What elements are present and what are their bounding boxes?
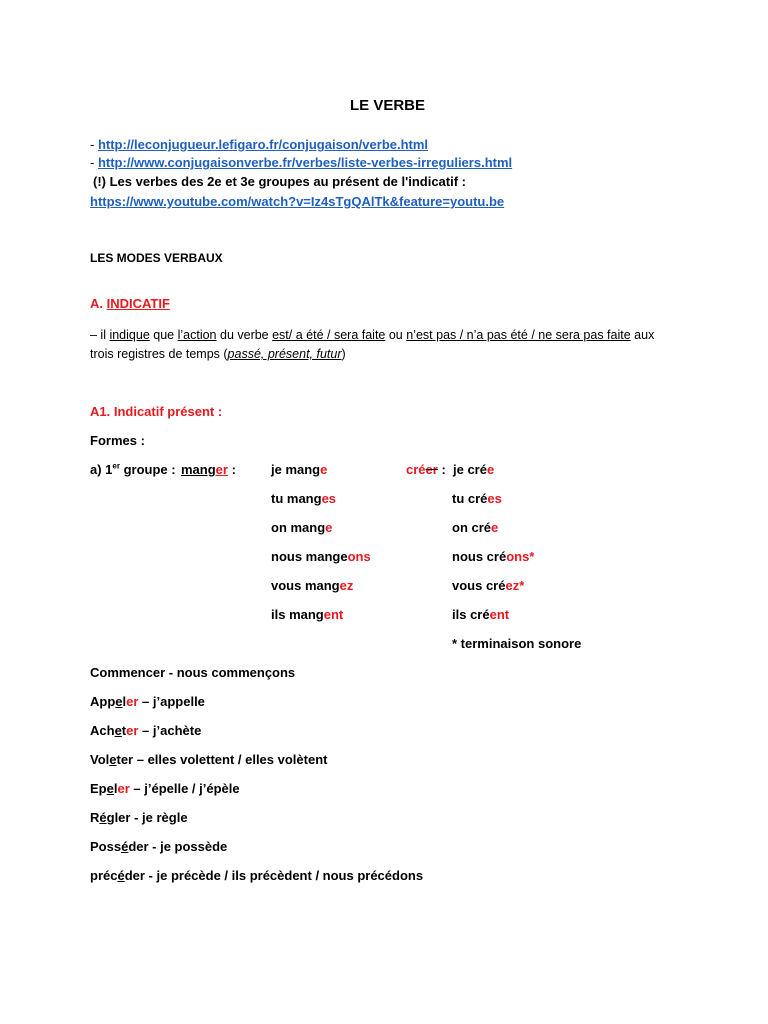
desc-action: l’action — [177, 328, 217, 342]
link-line-3 — [90, 194, 504, 210]
desc-tenses: passé, présent, futur — [227, 347, 342, 361]
a1-heading: A1. Indicatif présent : — [90, 404, 223, 419]
ex-part: Ep — [90, 781, 107, 796]
conj-stem: on mang — [271, 520, 326, 535]
example-acheter — [90, 723, 201, 739]
modes-heading: LES MODES VERBAUX — [90, 251, 223, 265]
manger-row-4 — [271, 549, 371, 565]
desc-text: ou — [385, 328, 407, 342]
conj-stem: tu mang — [271, 491, 322, 506]
conj-stem: ils cré — [452, 607, 490, 622]
ex-underlined: é — [117, 868, 125, 883]
group-label-text: groupe : — [119, 462, 176, 477]
creer-row-2 — [452, 491, 502, 507]
conj-ending: ez* — [505, 578, 525, 593]
verb-ending: er — [215, 462, 228, 477]
verb-manger — [181, 462, 236, 478]
ex-underlined: é — [99, 810, 107, 825]
group1-label — [90, 462, 176, 478]
ex-underlined: e — [106, 781, 114, 796]
ex-part: der - je possède — [128, 839, 228, 854]
link-conjugaisonverbe[interactable]: http://www.conjugaisonverbe.fr/verbes/liste-verbes-irreguliers.html — [97, 155, 513, 170]
ex-underlined: e — [109, 752, 117, 767]
verb-stem: cré — [406, 462, 426, 477]
page-title: LE VERBE — [350, 97, 426, 114]
conj-ending: ons — [347, 549, 371, 564]
group-label-text: a) 1 — [90, 462, 113, 477]
example-preceder — [90, 868, 423, 884]
desc-text: que — [149, 328, 178, 342]
desc-indique: indique — [109, 328, 150, 342]
example-commencer: Commencer - nous commençons — [90, 665, 296, 680]
ex-part: – j’achète — [138, 723, 202, 738]
conj-stem: nous mange — [271, 549, 348, 564]
ex-part: ter – elles volettent / elles volètent — [116, 752, 328, 767]
conj-ending: ons* — [506, 549, 535, 564]
conj-stem: vous mang — [271, 578, 340, 593]
creer-row-3 — [452, 520, 498, 536]
section-title: INDICATIF — [106, 296, 170, 311]
conj-ending: ez — [339, 578, 354, 593]
example-appeler — [90, 694, 205, 710]
desc-est: est/ a été / sera faite — [272, 328, 386, 342]
desc-text: aux — [630, 328, 655, 342]
conj-stem: ils mang — [271, 607, 324, 622]
manger-row-2 — [271, 491, 336, 507]
desc-text: du verbe — [216, 328, 273, 342]
link-line-2 — [90, 155, 512, 171]
desc-text: ) — [341, 347, 346, 361]
example-epeler — [90, 781, 240, 797]
verb-colon: : — [437, 462, 446, 477]
conj-ending: es — [321, 491, 337, 506]
ex-part: R — [90, 810, 100, 825]
ex-part: préc — [90, 868, 118, 883]
ex-part: t — [121, 723, 127, 738]
conj-stem: je cré — [453, 462, 487, 477]
link-line-1 — [90, 137, 428, 153]
verb-ending: er — [425, 462, 438, 477]
manger-row-6 — [271, 607, 343, 623]
link-youtube[interactable]: https://www.youtube.com/watch?v=Iz4sTgQAlTk&feature=youtu.be — [90, 194, 505, 209]
manger-row-3 — [271, 520, 332, 536]
example-regler — [90, 810, 188, 826]
ex-underlined: é — [121, 839, 129, 854]
conj-ending: es — [487, 491, 502, 506]
conj-stem: tu cré — [452, 491, 488, 506]
desc-text: trois registres de temps ( — [90, 347, 228, 361]
conj-stem: je mang — [271, 462, 321, 477]
conj-ending: e — [491, 520, 499, 535]
footnote: * terminaison sonore — [452, 636, 582, 651]
description-line-1 — [90, 327, 654, 343]
creer-row-5 — [452, 578, 524, 594]
manger-row-1 — [271, 462, 327, 478]
ex-underlined: e — [115, 694, 123, 709]
ex-ending: er — [117, 781, 130, 796]
desc-nest: n’est pas / n’a pas été / ne sera pas faite — [406, 328, 631, 342]
creer-row-1 — [453, 462, 494, 478]
ex-part: l — [113, 781, 118, 796]
creer-row-6 — [452, 607, 509, 623]
conj-ending: e — [325, 520, 333, 535]
ex-part: – j’épelle / j’épèle — [129, 781, 240, 796]
example-posseder — [90, 839, 227, 855]
conj-stem: nous cré — [452, 549, 507, 564]
group-label-sup: er — [112, 461, 120, 471]
link-lefigaro[interactable]: http://leconjugueur.lefigaro.fr/conjugaison/verbe.html — [97, 137, 429, 152]
ex-ending: er — [126, 694, 139, 709]
formes-label: Formes : — [90, 433, 145, 448]
ex-part: – j’appelle — [138, 694, 205, 709]
ex-ending: er — [126, 723, 139, 738]
section-prefix: A. — [90, 296, 107, 311]
dash: - — [90, 155, 98, 170]
example-voleter — [90, 752, 327, 768]
ex-part: gler - je règle — [106, 810, 188, 825]
ex-underlined: e — [114, 723, 122, 738]
verb-colon: : — [227, 462, 236, 477]
ex-part: l — [122, 694, 127, 709]
ex-part: Ach — [90, 723, 115, 738]
conj-ending: ent — [489, 607, 510, 622]
desc-text: – il — [90, 328, 110, 342]
section-a-heading — [90, 296, 170, 312]
ex-part: Vol — [90, 752, 110, 767]
ex-part: App — [90, 694, 116, 709]
verb-creer — [406, 462, 446, 478]
note-mark: (!) — [93, 174, 106, 189]
dash: - — [90, 137, 98, 152]
conj-ending: e — [320, 462, 328, 477]
ex-part: der - je précède / ils précèdent / nous précédons — [124, 868, 424, 883]
manger-row-5 — [271, 578, 353, 594]
conj-ending: ent — [323, 607, 344, 622]
verb-stem: mang — [181, 462, 216, 477]
conj-stem: vous cré — [452, 578, 506, 593]
note-line — [93, 174, 466, 190]
conj-ending: e — [486, 462, 495, 477]
note-text: Les verbes des 2e et 3e groupes au présent de l'indicatif : — [106, 174, 466, 189]
ex-part: Poss — [90, 839, 122, 854]
conj-stem: on cré — [452, 520, 492, 535]
creer-row-4 — [452, 549, 534, 565]
description-line-2 — [90, 346, 346, 362]
